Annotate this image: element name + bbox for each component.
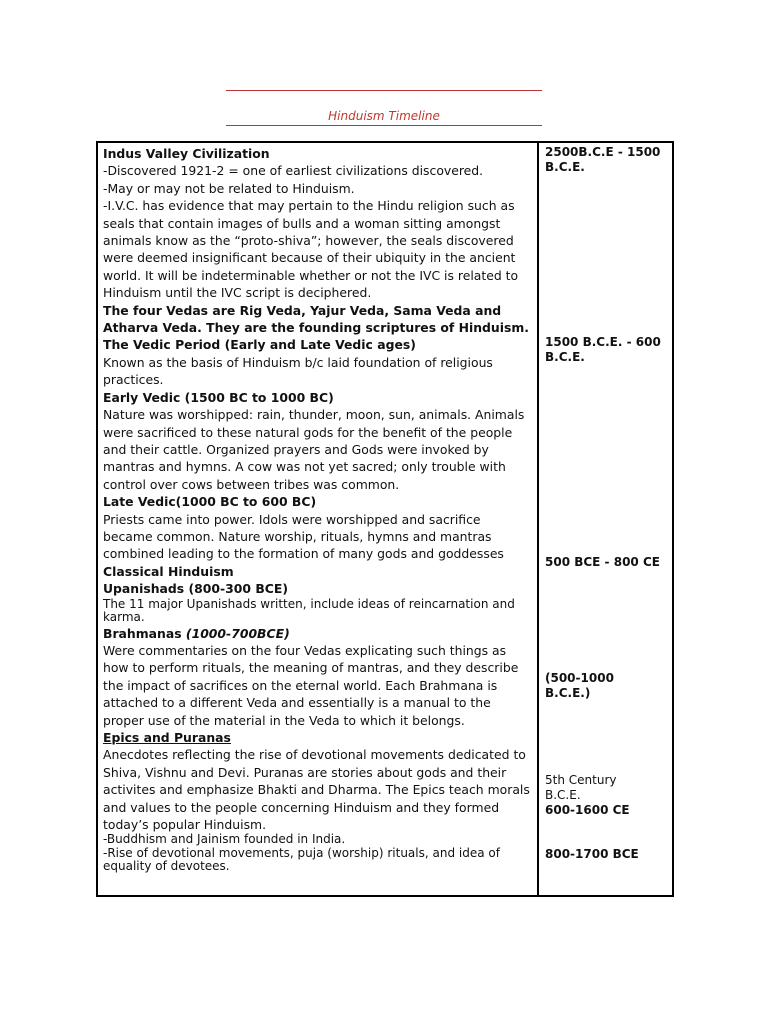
table-row [97,142,673,896]
upanishads-heading: Upanishads (800-300 BCE) [103,581,288,597]
date-classical: 500 BCE - 800 CE [545,555,660,569]
page-title: Hinduism Timeline [328,109,440,123]
brahmanas-text: Were commentaries on the four Vedas explicating such things as how to perform rituals, the meaning of mantras, and they describe the impact of sacrifices on the eternal world. Each Brahmana is attached to a different Veda and essentially is a manual to the proper use of the material in the Veda to which it belongs. [103,642,519,728]
classical-heading: Classical Hinduism [103,563,234,579]
date-devotional: 800-1700 BCE [545,847,639,861]
date-vedic: 1500 B.C.E. - 600 B.C.E. [545,335,661,364]
devotional-text: -Rise of devotional movements, puja (worship) rituals, and idea of equality of devotees. [103,845,500,874]
epics-heading: Epics and Puranas [103,730,231,745]
date-epics: 600-1600 CE [545,803,630,817]
late-vedic-text: Priests came into power. Idols were worshipped and sacrifice became common. Nature worship, rituals, hymns and mantras combined leading to the formation of many gods and goddesses [103,511,504,562]
date-fifth-century: 5th Century B.C.E. [545,773,617,802]
early-vedic-text: Nature was worshipped: rain, thunder, moon, sun, animals. Animals were sacrificed to these natural gods for the benefit of the people and their cattle. Organized prayers and Gods were invoked by mantras and hymns. A cow was not yet sacred; only trouble with control over cows between tribes was common. [103,407,525,492]
early-vedic-heading: Early Vedic (1500 BC to 1000 BC) [103,389,334,405]
timeline-table [96,141,674,897]
buddhism-text: -Buddhism and Jainism founded in India. [103,832,346,847]
vedic-period-text: Known as the basis of Hinduism b/c laid foundation of religious practices. [103,354,493,388]
brahmanas-heading-dates: (1000-700BCE) [185,625,290,641]
late-vedic-heading: Late Vedic(1000 BC to 600 BC) [103,494,317,510]
ivc-evidence: -I.V.C. has evidence that may pertain to the Hindu religion such as seals that contain images of bulls and a woman sitting amongst animals know as the “proto-shiva”; however, the seals discovered were deemed insignificant because of their ubiquity in the ancient world. It will be indeterminable whether or not the IVC is related to Hinduism until the IVC script is deciphered. [103,198,519,301]
ivc-relation: -May or may not be related to Hinduism. [103,180,355,196]
vedic-period-heading: The Vedic Period (Early and Late Vedic ages) [103,337,416,353]
ivc-heading: Indus Valley Civilization [103,146,270,161]
date-ivc: 2500B.C.E - 1500 B.C.E. [545,145,661,174]
upanishads-text: The 11 major Upanishads written, include ideas of reincarnation and karma. [103,596,515,625]
date-brahmanas: (500-1000 B.C.E.) [545,671,614,700]
dates-column [538,142,673,896]
top-rule [226,90,542,91]
brahmanas-heading [103,625,532,642]
content-column [97,142,538,896]
ivc-discovered: -Discovered 1921-2 = one of earliest civilizations discovered. [103,163,484,179]
epics-text: Anecdotes reflecting the rise of devotional movements dedicated to Shiva, Vishnu and Devi. Puranas are stories about gods and their activites and emphasize Bhakti and Dharma. The Epics teach morals and values to the people concerning Hinduism and they formed today’s popular Hinduism. [103,747,530,833]
title-underline-rule [226,125,542,126]
brahmanas-heading-label: Brahmanas [103,625,182,641]
vedas-heading: The four Vedas are Rig Veda, Yajur Veda, Sama Veda and Atharva Veda. They are the founding scriptures of Hinduism. [103,302,529,336]
